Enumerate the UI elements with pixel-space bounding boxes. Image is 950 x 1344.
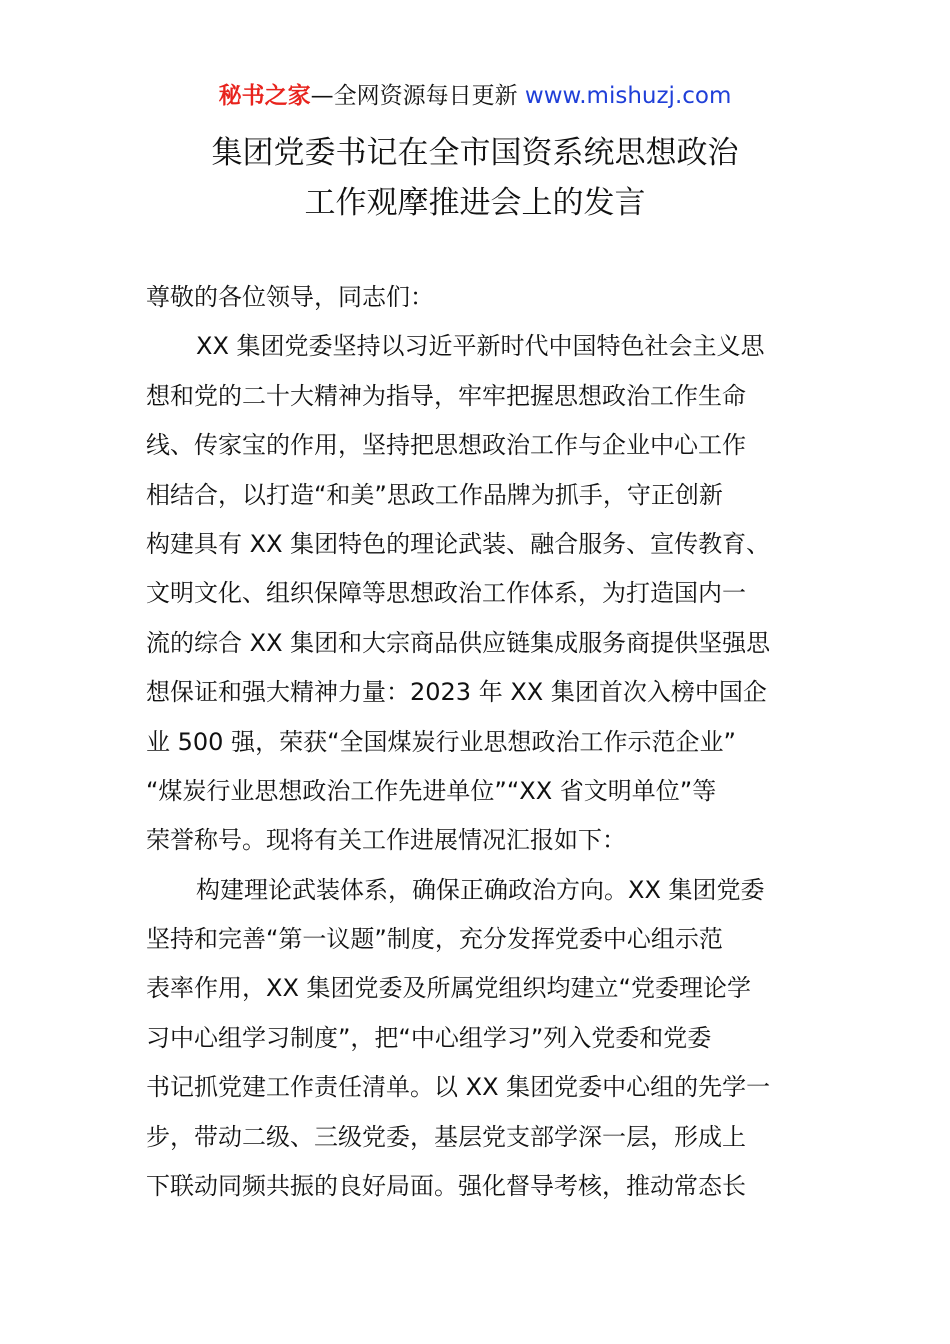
body-line: 构建具有 XX 集团特色的理论武装、融合服务、宣传教育、: [146, 529, 771, 558]
body-line: 表率作用，XX 集团党委及所属党组织均建立“党委理论学: [146, 974, 751, 1003]
body-line: 书记抓党建工作责任清单。以 XX 集团党委中心组的先学一: [146, 1073, 771, 1102]
document-title-line-1: 集团党委书记在全市国资系统思想政治: [211, 135, 739, 171]
body-line: 想和党的二十大精神为指导，牢牢把握思想政治工作生命: [146, 381, 746, 410]
body-line: 线、传家宝的作用，坚持把思想政治工作与企业中心工作: [146, 431, 746, 460]
speech-body: [146, 278, 810, 1216]
site-tagline: —全网资源每日更新: [310, 83, 525, 109]
body-line: 步，带动二级、三级党委，基层党支部学深一层，形成上: [146, 1122, 746, 1151]
site-header: [0, 80, 950, 112]
body-line: XX 集团党委坚持以习近平新时代中国特色社会主义思: [196, 332, 765, 361]
body-line: 流的综合 XX 集团和大宗商品供应链集成服务商提供坚强思: [146, 628, 771, 657]
body-line: 荣誉称号。现将有关工作进展情况汇报如下：: [146, 826, 626, 855]
body-line: 文明文化、组织保障等思想政治工作体系，为打造国内一: [146, 579, 746, 608]
body-line: 业 500 强，荣获“全国煤炭行业思想政治工作示范企业”: [146, 727, 736, 756]
body-line: 想保证和强大精神力量：2023 年 XX 集团首次入榜中国企: [146, 678, 767, 707]
salutation: 尊敬的各位领导，同志们：: [146, 283, 434, 311]
site-url-link[interactable]: www.mishuzj.com: [524, 83, 732, 109]
body-line: “煤炭行业思想政治工作先进单位”“XX 省文明单位”等: [146, 776, 717, 805]
body-line: 坚持和完善“第一议题”制度，充分发挥党委中心组示范: [146, 925, 723, 954]
site-brand: 秘书之家: [218, 83, 311, 109]
body-line: 习中心组学习制度”，把“中心组学习”列入党委和党委: [146, 1023, 712, 1052]
body-line: 相结合，以打造“和美”思政工作品牌为抓手，守正创新: [146, 480, 723, 509]
body-line: 构建理论武装体系，确保正确政治方向。XX 集团党委: [196, 875, 765, 904]
document-title: [0, 128, 950, 228]
body-line: 下联动同频共振的良好局面。强化督导考核，推动常态长: [146, 1172, 746, 1201]
document-title-line-2: 工作观摩推进会上的发言: [304, 185, 646, 221]
